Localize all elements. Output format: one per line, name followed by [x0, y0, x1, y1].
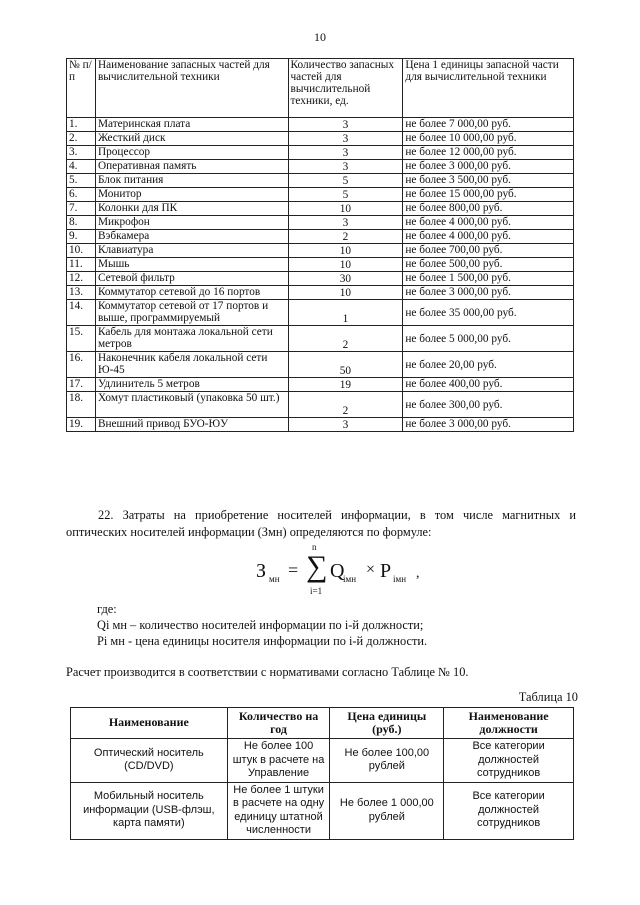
- row-price: не более 20,00 руб.: [403, 352, 574, 378]
- row-qty: 3: [288, 118, 403, 132]
- row-qty: 10: [288, 286, 403, 300]
- row-name: Микрофон: [95, 216, 288, 230]
- table-row: [71, 782, 574, 839]
- row-number: 19.: [67, 418, 96, 432]
- row-qty: 3: [288, 146, 403, 160]
- row-position: Все категории должностей сотрудников: [444, 739, 574, 783]
- row-price: не более 800,00 руб.: [403, 202, 574, 216]
- table-row: [71, 739, 574, 783]
- table-row: [67, 392, 574, 418]
- row-number: 1.: [67, 118, 96, 132]
- table-row: [67, 174, 574, 188]
- page-number: 10: [314, 30, 326, 44]
- formula-q: Q: [330, 560, 345, 582]
- spare-parts-table: [66, 58, 574, 432]
- table-row: [67, 202, 574, 216]
- row-qty: 2: [288, 326, 403, 352]
- formula-q-sub: iмн: [343, 574, 357, 584]
- row-qty: 5: [288, 188, 403, 202]
- row-price: не более 5 000,00 руб.: [403, 326, 574, 352]
- table-row: [67, 146, 574, 160]
- row-number: 8.: [67, 216, 96, 230]
- row-price: Не более 100,00 рублей: [330, 739, 444, 783]
- table-row: [67, 378, 574, 392]
- definition-p: Pi мн - цена единицы носителя информации по i-й должности.: [97, 634, 428, 648]
- row-price: не более 3 000,00 руб.: [403, 286, 574, 300]
- row-qty: 2: [288, 230, 403, 244]
- row-price: не более 4 000,00 руб.: [403, 230, 574, 244]
- row-price: не более 500,00 руб.: [403, 258, 574, 272]
- row-price: не более 3 000,00 руб.: [403, 160, 574, 174]
- header-qty: Количество на год: [227, 708, 330, 739]
- table-row: [67, 272, 574, 286]
- formula-upper-limit: n: [312, 542, 317, 552]
- row-price: не более 300,00 руб.: [403, 392, 574, 418]
- header-name: Наименование: [71, 708, 228, 739]
- header-number: № п/п: [67, 59, 96, 118]
- row-price: не более 12 000,00 руб.: [403, 146, 574, 160]
- row-qty: 3: [288, 160, 403, 174]
- formula-sum-symbol: ∑: [306, 550, 328, 583]
- row-price: не более 7 000,00 руб.: [403, 118, 574, 132]
- row-position: Все категории должностей сотрудников: [444, 782, 574, 839]
- calculation-text: Расчет производится в соответствии с нормативами согласно Таблице № 10.: [66, 665, 469, 679]
- formula: [0, 542, 640, 596]
- table-row: [67, 418, 574, 432]
- row-qty: Не более 100 штук в расчете на Управление: [227, 739, 330, 783]
- row-name: Вэбкамера: [95, 230, 288, 244]
- row-price: не более 10 000,00 руб.: [403, 132, 574, 146]
- row-qty: 1: [288, 300, 403, 326]
- table-header-row: [67, 59, 574, 118]
- row-name: Материнская плата: [95, 118, 288, 132]
- formula-lower-limit: i=1: [310, 586, 323, 596]
- row-number: 14.: [67, 300, 96, 326]
- table-row: [67, 286, 574, 300]
- table-row: [67, 352, 574, 378]
- row-name: Монитор: [95, 188, 288, 202]
- row-name: Мышь: [95, 258, 288, 272]
- definition-q: Qi мн – количество носителей информации по i-й должности;: [97, 618, 424, 632]
- row-name: Коммутатор сетевой от 17 портов и выше, программируемый: [95, 300, 288, 326]
- row-price: не более 3 500,00 руб.: [403, 174, 574, 188]
- table-row: [67, 188, 574, 202]
- row-qty: 2: [288, 392, 403, 418]
- row-name: Хомут пластиковый (упаковка 50 шт.): [95, 392, 288, 418]
- row-number: 16.: [67, 352, 96, 378]
- table-row: [67, 132, 574, 146]
- row-qty: 10: [288, 258, 403, 272]
- row-number: 10.: [67, 244, 96, 258]
- row-qty: 10: [288, 202, 403, 216]
- row-qty: 10: [288, 244, 403, 258]
- row-number: 17.: [67, 378, 96, 392]
- row-qty: 3: [288, 132, 403, 146]
- row-number: 9.: [67, 230, 96, 244]
- row-name: Клавиатура: [95, 244, 288, 258]
- table-row: [67, 244, 574, 258]
- media-norms-table: [70, 707, 574, 840]
- row-name: Удлинитель 5 метров: [95, 378, 288, 392]
- row-number: 15.: [67, 326, 96, 352]
- row-price: не более 700,00 руб.: [403, 244, 574, 258]
- table-row: [67, 160, 574, 174]
- row-qty: 5: [288, 174, 403, 188]
- row-number: 13.: [67, 286, 96, 300]
- row-number: 12.: [67, 272, 96, 286]
- row-number: 2.: [67, 132, 96, 146]
- row-price: не более 15 000,00 руб.: [403, 188, 574, 202]
- row-name: Мобильный носитель информации (USB-флэш, карта памяти): [71, 782, 228, 839]
- row-number: 18.: [67, 392, 96, 418]
- row-price: не более 35 000,00 руб.: [403, 300, 574, 326]
- row-number: 6.: [67, 188, 96, 202]
- row-price: не более 3 000,00 руб.: [403, 418, 574, 432]
- row-name: Колонки для ПК: [95, 202, 288, 216]
- row-name: Оптический носитель (CD/DVD): [71, 739, 228, 783]
- row-name: Коммутатор сетевой до 16 портов: [95, 286, 288, 300]
- row-name: Оперативная память: [95, 160, 288, 174]
- formula-z-sub: мн: [269, 574, 280, 584]
- row-qty: 3: [288, 216, 403, 230]
- row-name: Блок питания: [95, 174, 288, 188]
- row-price: не более 1 500,00 руб.: [403, 272, 574, 286]
- row-number: 5.: [67, 174, 96, 188]
- row-qty: Не более 1 штуки в расчете на одну единицу штатной численности: [227, 782, 330, 839]
- row-name: Сетевой фильтр: [95, 272, 288, 286]
- formula-times: ×: [366, 561, 376, 578]
- row-name: Процессор: [95, 146, 288, 160]
- row-price: не более 4 000,00 руб.: [403, 216, 574, 230]
- row-qty: 30: [288, 272, 403, 286]
- header-qty: Количество запасных частей для вычислительной техники, ед.: [288, 59, 403, 118]
- table-row: [67, 118, 574, 132]
- where-label: где:: [97, 602, 117, 616]
- row-name: Внешний привод БУО-ЮУ: [95, 418, 288, 432]
- header-price: Цена 1 единицы запасной части для вычислительной техники: [403, 59, 574, 118]
- formula-z: З: [256, 560, 267, 582]
- row-number: 4.: [67, 160, 96, 174]
- header-position: Наименование должности: [444, 708, 574, 739]
- table-header-row: [71, 708, 574, 739]
- table-row: [67, 216, 574, 230]
- row-price: Не более 1 000,00 рублей: [330, 782, 444, 839]
- table-row: [67, 258, 574, 272]
- row-name: Кабель для монтажа локальной сети метров: [95, 326, 288, 352]
- formula-p: P: [380, 560, 392, 582]
- header-price: Цена единицы (руб.): [330, 708, 444, 739]
- header-name: Наименование запасных частей для вычислительной техники: [95, 59, 288, 118]
- row-qty: 50: [288, 352, 403, 378]
- row-number: 7.: [67, 202, 96, 216]
- row-number: 11.: [67, 258, 96, 272]
- table-row: [67, 326, 574, 352]
- row-price: не более 400,00 руб.: [403, 378, 574, 392]
- formula-comma: ,: [416, 566, 420, 581]
- row-qty: 3: [288, 418, 403, 432]
- section-22-text: 22. Затраты на приобретение носителей информации, в том числе магнитных и оптических носителей информации (Змн) определяются по формуле:: [66, 508, 576, 539]
- row-name: Жесткий диск: [95, 132, 288, 146]
- row-name: Наконечник кабеля локальной сети Ю-45: [95, 352, 288, 378]
- row-number: 3.: [67, 146, 96, 160]
- table-row: [67, 230, 574, 244]
- row-qty: 19: [288, 378, 403, 392]
- table-10-caption: Таблица 10: [518, 690, 578, 704]
- table-row: [67, 300, 574, 326]
- formula-p-sub: iмн: [393, 574, 407, 584]
- formula-equals: =: [288, 560, 299, 580]
